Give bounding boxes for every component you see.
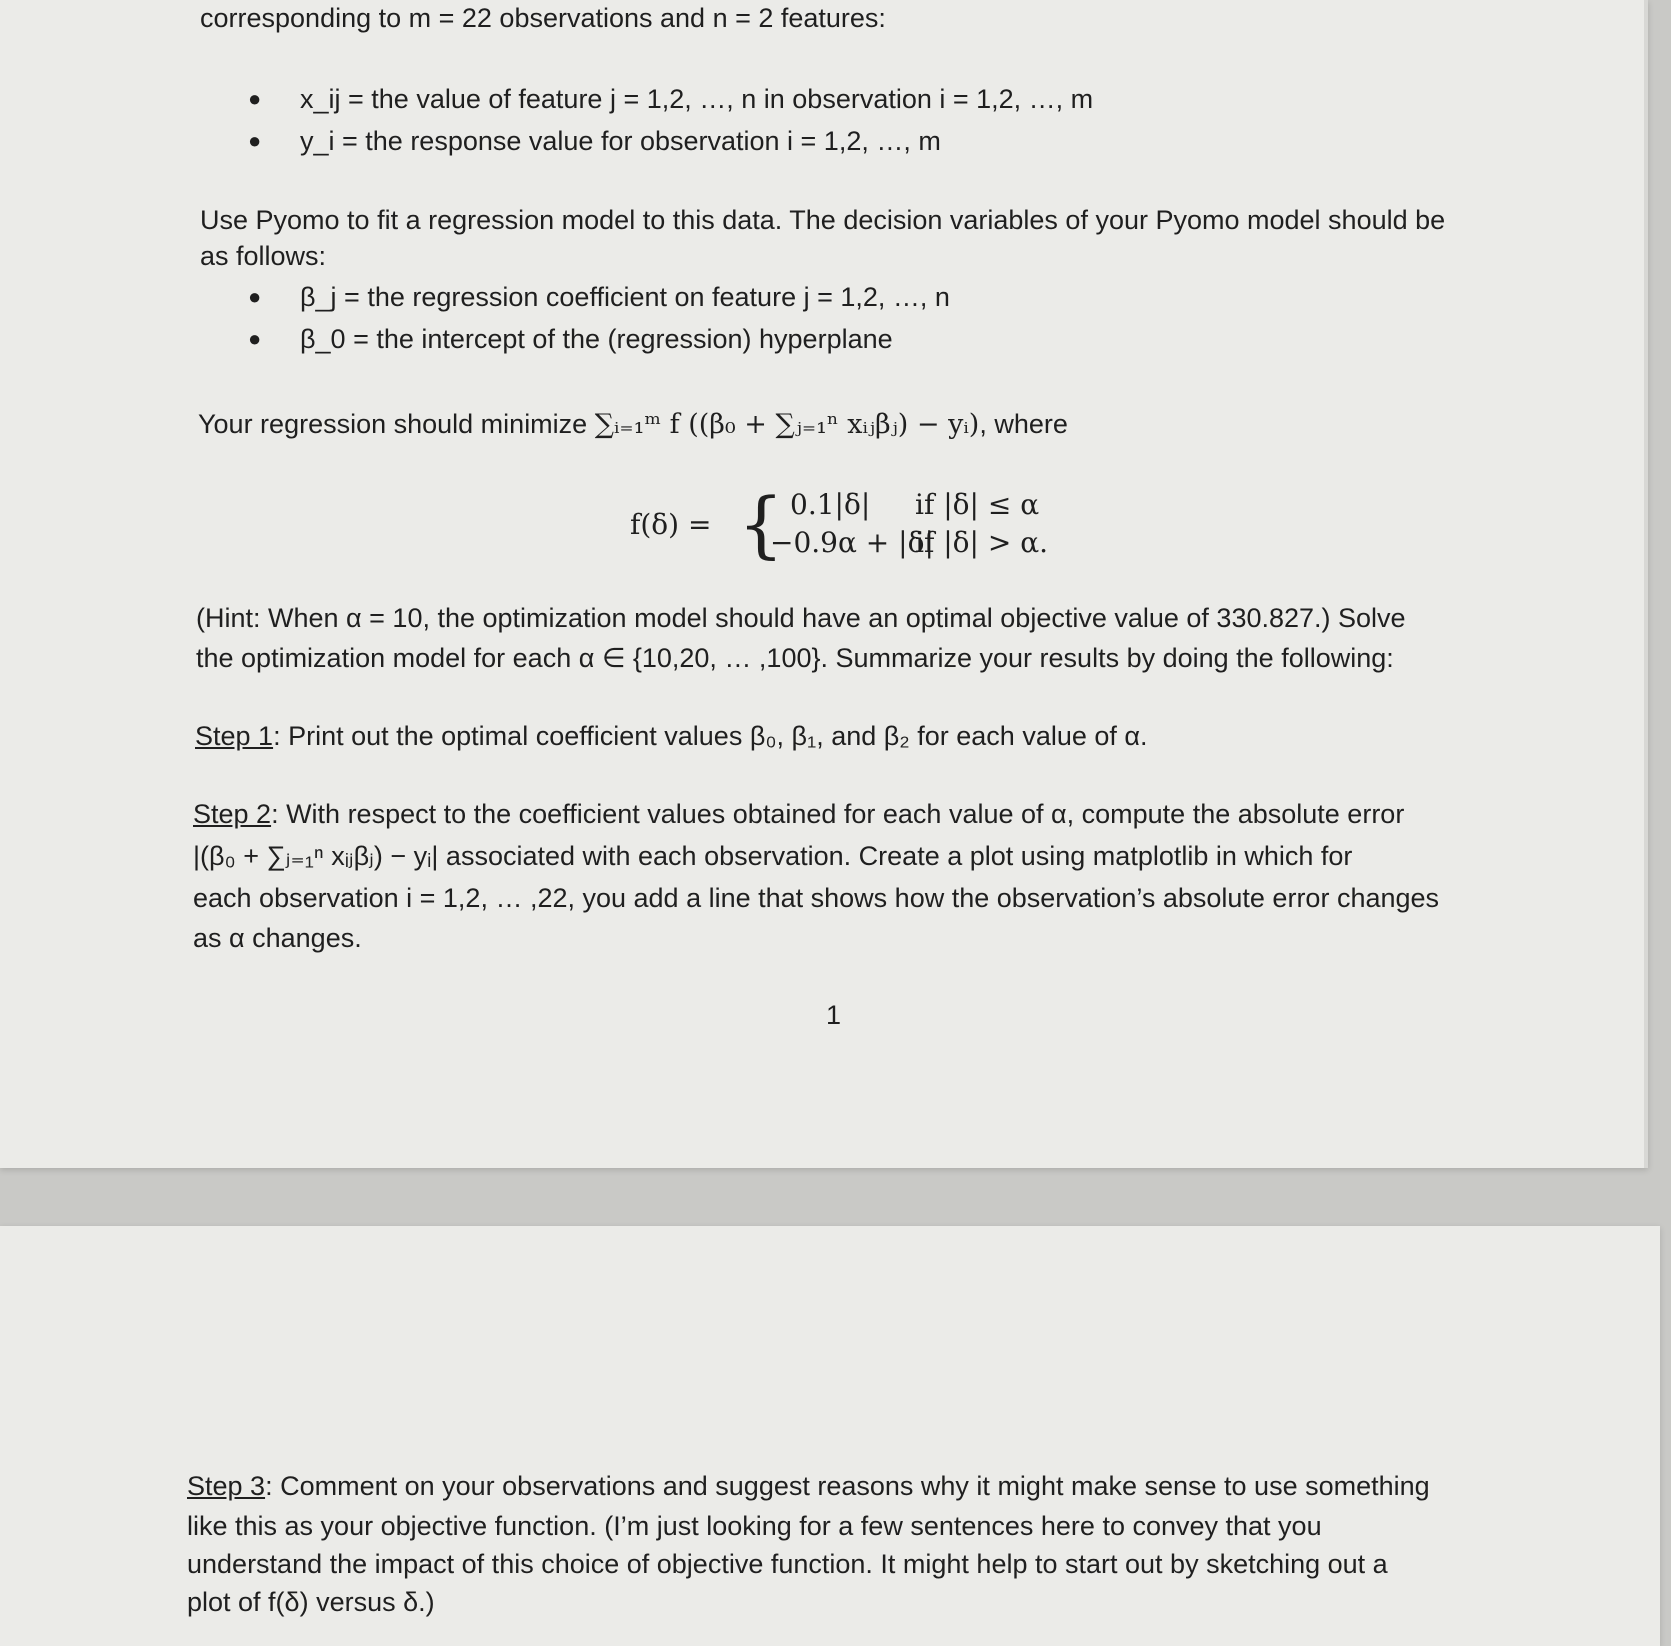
piecewise-row1-expr: 0.1|δ| bbox=[790, 488, 871, 521]
objective-expression: ∑ᵢ₌₁ᵐ f ((β₀ + ∑ⱼ₌₁ⁿ xᵢⱼβⱼ) − yᵢ) bbox=[594, 409, 980, 440]
list-item: ● β_0 = the intercept of the (regression) hyperplane bbox=[300, 318, 950, 360]
piecewise-row2-expr: −0.9α + |δ| bbox=[770, 526, 934, 559]
list-item: ● x_ij = the value of feature j = 1,2, …, n in observation i = 1,2, …, m bbox=[300, 78, 1093, 120]
step3-line2: like this as your objective function. (I’m just looking for a few sentences here to convey that you bbox=[187, 1511, 1322, 1541]
document-page-2 bbox=[0, 1226, 1660, 1646]
objective-prefix: Your regression should minimize bbox=[198, 409, 588, 439]
step2-line4: as α changes. bbox=[193, 923, 362, 953]
piecewise-brace: { bbox=[738, 482, 784, 566]
step3-label: Step 3 bbox=[187, 1471, 266, 1501]
step1-label: Step 1 bbox=[195, 721, 274, 751]
step2-label: Step 2 bbox=[193, 799, 272, 829]
pyomo-paragraph-line2: as follows: bbox=[200, 241, 327, 271]
objective-line bbox=[198, 406, 1068, 443]
bullet-icon: ● bbox=[248, 284, 262, 309]
list-item: ● y_i = the response value for observation i = 1,2, …, m bbox=[300, 120, 1093, 162]
objective-suffix: , where bbox=[979, 409, 1068, 439]
page-number: 1 bbox=[826, 1000, 842, 1030]
step3-line4: plot of f(δ) versus δ.) bbox=[187, 1587, 435, 1617]
step3-text: : Comment on your observations and suggest reasons why it might make sense to use something bbox=[265, 1471, 1430, 1501]
bullet-icon: ● bbox=[248, 326, 262, 351]
hint-line1: (Hint: When α = 10, the optimization model should have an optimal objective value of 330.827.) Solve bbox=[196, 603, 1406, 633]
page-edge bbox=[1644, 0, 1648, 1168]
decision-variables-list bbox=[248, 276, 950, 360]
piecewise-row1-cond: if |δ| ≤ α bbox=[915, 488, 1040, 521]
step2-line1 bbox=[193, 796, 1404, 832]
bullet-icon: ● bbox=[248, 86, 262, 111]
intro-line: corresponding to m = 22 observations and n = 2 features: bbox=[200, 3, 886, 33]
step2-line3: each observation i = 1,2, … ,22, you add a line that shows how the observation’s absolute error changes bbox=[193, 883, 1440, 913]
hint-line2: the optimization model for each α ∈ {10,20, … ,100}. Summarize your results by doing the following: bbox=[196, 643, 1394, 673]
data-definitions-list bbox=[248, 78, 1094, 162]
pyomo-paragraph-line1: Use Pyomo to fit a regression model to this data. The decision variables of your Pyomo model should be bbox=[200, 205, 1446, 235]
piecewise-row2-cond: if |δ| > α. bbox=[915, 526, 1049, 559]
step2-line2: |(β₀ + ∑ⱼ₌₁ⁿ xᵢⱼβⱼ) − yᵢ| associated with each observation. Create a plot using matplotlib in which for bbox=[193, 841, 1353, 871]
piecewise-lhs: f(δ) = bbox=[630, 508, 712, 541]
list-item: ● β_j = the regression coefficient on feature j = 1,2, …, n bbox=[300, 276, 950, 318]
step3-line3: understand the impact of this choice of objective function. It might help to start out by sketching out a bbox=[187, 1549, 1388, 1579]
step3-line1 bbox=[187, 1468, 1430, 1504]
step2-text: : With respect to the coefficient values obtained for each value of α, compute the absolute error bbox=[271, 799, 1405, 829]
step1-paragraph bbox=[195, 718, 1148, 754]
step1-text: : Print out the optimal coefficient values β₀, β₁, and β₂ for each value of α. bbox=[273, 721, 1148, 751]
bullet-icon: ● bbox=[248, 128, 262, 153]
